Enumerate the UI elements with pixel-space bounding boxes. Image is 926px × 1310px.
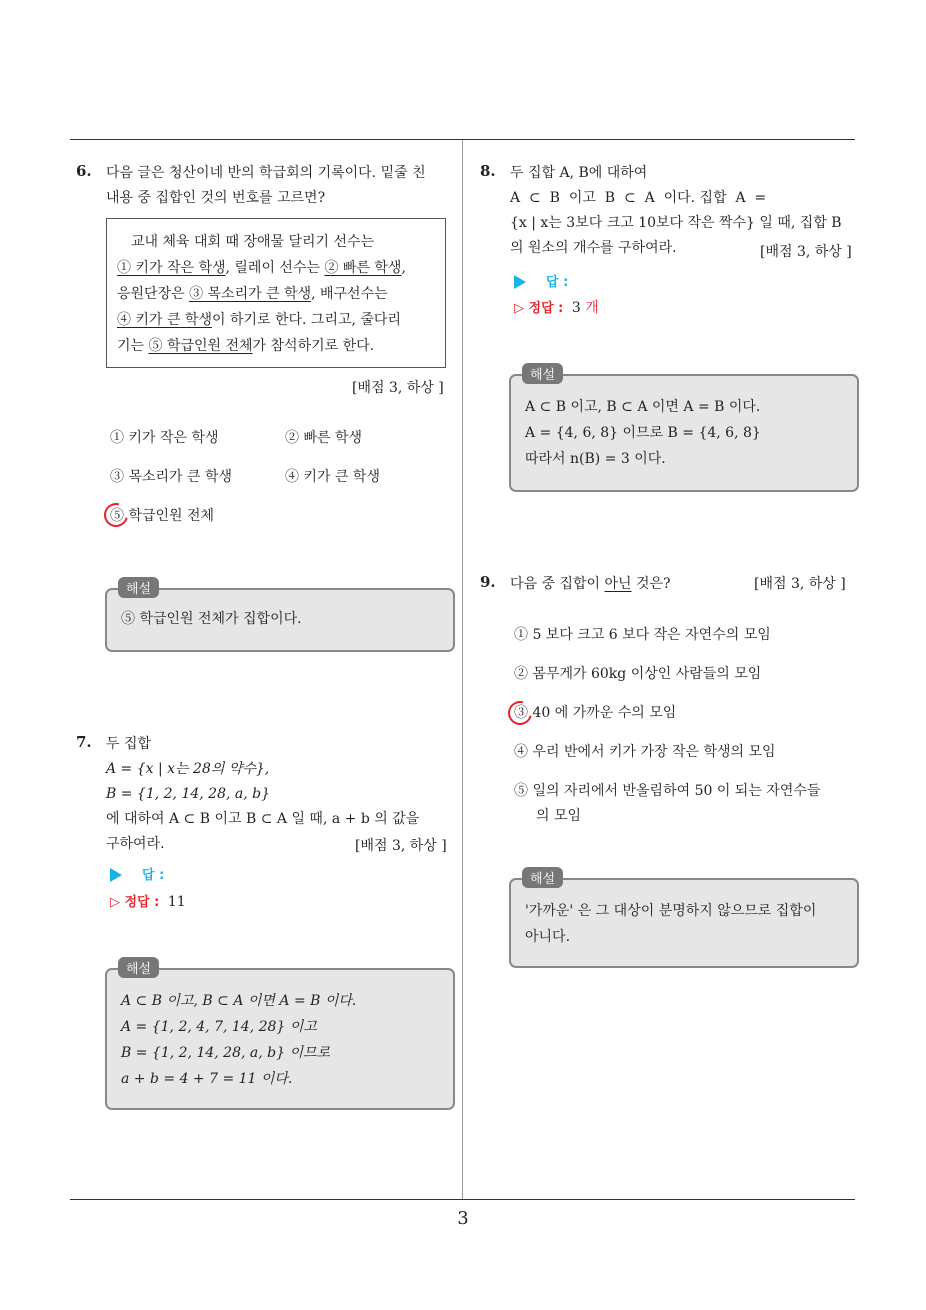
q8-solution-tag: 해설 [522,363,563,384]
q9-prompt-text: 다음 중 집합이 [510,576,605,592]
q6-box-text: 기는 [117,338,149,354]
q7-solution-tag: 해설 [118,957,159,978]
q6-item-2: ② 빠른 학생 [324,260,402,276]
q6-item-4: ④ 키가 큰 학생 [117,312,212,328]
q6-solution-box [105,588,455,652]
q9-score: [배점 3, 하상 ] [754,576,846,592]
q7-solution-line: A = {1, 2, 4, 7, 14, 28} 이고 [121,1019,317,1035]
play-icon [514,275,526,289]
q7-solution-box [105,968,455,1110]
q8-number: 8. [480,162,496,180]
q6-box-text: , 배구선수는 [311,286,388,302]
q7-line3: B = {1, 2, 14, 28, a, b} [106,786,270,802]
q6-box-line1: 교내 체육 대회 때 장애물 달리기 선수는 [131,234,375,250]
q9-number: 9. [480,573,496,591]
q7-line4: 에 대하여 A ⊂ B 이고 B ⊂ A 일 때, a + b 의 값을 [106,811,420,827]
q8-answer-label: 답 : [546,275,569,290]
bottom-rule [70,1199,855,1200]
q8-answer-row[interactable] [514,270,568,295]
q6-box-text: , [401,260,406,276]
q9-choice-2[interactable]: ② 몸무게가 60kg 이상인 사람들의 모임 [514,666,762,682]
q6-record-box [106,218,446,368]
q8-line3: {x | x는 3보다 크고 10보다 작은 짝수} 일 때, 집합 B [510,215,842,231]
q9-prompt-emphasis: 아닌 [604,576,632,592]
q8-line2: A ⊂ B 이고 B ⊂ A 이다. 집합 A = [510,190,767,206]
q9-prompt [510,572,671,597]
q6-solution-line: ⑤ 학급인원 전체가 집합이다. [121,611,302,627]
q6-choice-4[interactable]: ④ 키가 큰 학생 [285,469,380,485]
q9-prompt-text: 것은? [631,576,671,592]
q6-box-line4 [117,307,437,333]
q7-line2: A = {x | x는 28의 약수}, [106,761,270,777]
q6-solution-text [121,606,302,632]
q8-solution-text [525,394,761,472]
q9-choice-4[interactable]: ④ 우리 반에서 키가 가장 작은 학생의 모임 [514,744,776,760]
q9-choice-5[interactable] [514,779,820,829]
q9-solution-text [525,898,816,950]
q6-solution-tag: 해설 [118,577,159,598]
q7-correct-row [110,890,186,915]
q6-prompt-line1: 다음 글은 청산이네 반의 학급회의 기록이다. 밑줄 친 [106,165,426,181]
q6-box-text: , 릴레이 선수는 [225,260,325,276]
q7-solution-line: B = {1, 2, 14, 28, a, b} 이므로 [121,1045,331,1061]
q9-choice-5-line2: 의 모임 [536,808,582,824]
q7-solution-line: A ⊂ B 이고, B ⊂ A 이면 A = B 이다. [121,993,357,1009]
q9-solution-line: 아니다. [525,929,571,945]
q7-correct-value: 11 [167,894,186,910]
column-divider [462,140,463,1200]
q9-choice-3[interactable]: ③ 40 에 가까운 수의 모임 [514,705,677,721]
q7-answer-label: 답 : [142,868,165,883]
q7-number: 7. [76,733,92,751]
q6-item-1: ① 키가 작은 학생 [117,260,226,276]
q8-correct-row [514,296,599,321]
q8-solution-line: A ⊂ B 이고, B ⊂ A 이면 A = B 이다. [525,399,761,415]
q9-solution-tag: 해설 [522,867,563,888]
q9-choice-5-line1: ⑤ 일의 자리에서 반올림하여 50 이 되는 자연수들 [514,783,821,799]
page-number: 3 [457,1208,469,1229]
q6-prompt [106,161,426,211]
q6-choice-2[interactable]: ② 빠른 학생 [285,430,362,446]
q8-line1: 두 집합 A, B에 대하여 [510,165,648,181]
q7-line5: 구하여라. [106,836,165,852]
q6-box-text: 응원단장은 [117,286,190,302]
q7-score: [배점 3, 하상 ] [355,838,447,854]
q6-number: 6. [76,162,92,180]
q6-box-line2 [117,255,437,281]
q6-choice-3[interactable]: ③ 목소리가 큰 학생 [110,469,233,485]
q7-answer-row[interactable] [110,863,164,888]
q7-correct-label: ▷ 정답 : [110,895,160,910]
q8-correct-value: 3 [571,300,581,316]
q8-solution-box [509,374,859,492]
q6-score: [배점 3, 하상 ] [352,380,444,396]
q6-choice-5[interactable]: ⑤ 학급인원 전체 [110,508,215,524]
q6-box-line3 [117,281,437,307]
q9-choice-1[interactable]: ① 5 보다 크고 6 보다 작은 자연수의 모임 [514,627,771,643]
q6-item-3: ③ 목소리가 큰 학생 [189,286,312,302]
q6-choice-1[interactable]: ① 키가 작은 학생 [110,430,219,446]
q7-line1: 두 집합 [106,736,152,752]
q8-line4: 의 원소의 개수를 구하여라. [510,240,677,256]
q9-solution-box [509,878,859,968]
q7-solution-line: a + b = 4 + 7 = 11 이다. [121,1071,293,1087]
q6-item-5: ⑤ 학급인원 전체 [148,338,253,354]
q8-correct-unit: 개 [585,300,599,316]
q9-solution-line: '가까운' 은 그 대상이 분명하지 않으므로 집합이 [525,903,817,919]
q6-box-text: 이 하기로 한다. 그리고, 줄다리 [211,312,401,328]
play-icon [110,868,122,882]
q8-correct-label: ▷ 정답 : [514,301,564,316]
q8-solution-line: A = {4, 6, 8} 이므로 B = {4, 6, 8} [525,425,761,441]
q6-box-line5 [117,333,437,359]
q6-prompt-line2: 내용 중 집합인 것의 번호를 고르면? [106,190,326,206]
q6-record-text [117,229,437,359]
q7-solution-text [121,988,356,1092]
q8-solution-line: 따라서 n(B) = 3 이다. [525,451,666,467]
q6-box-text: 가 참석하기로 한다. [252,338,375,354]
q8-score: [배점 3, 하상 ] [760,244,852,260]
